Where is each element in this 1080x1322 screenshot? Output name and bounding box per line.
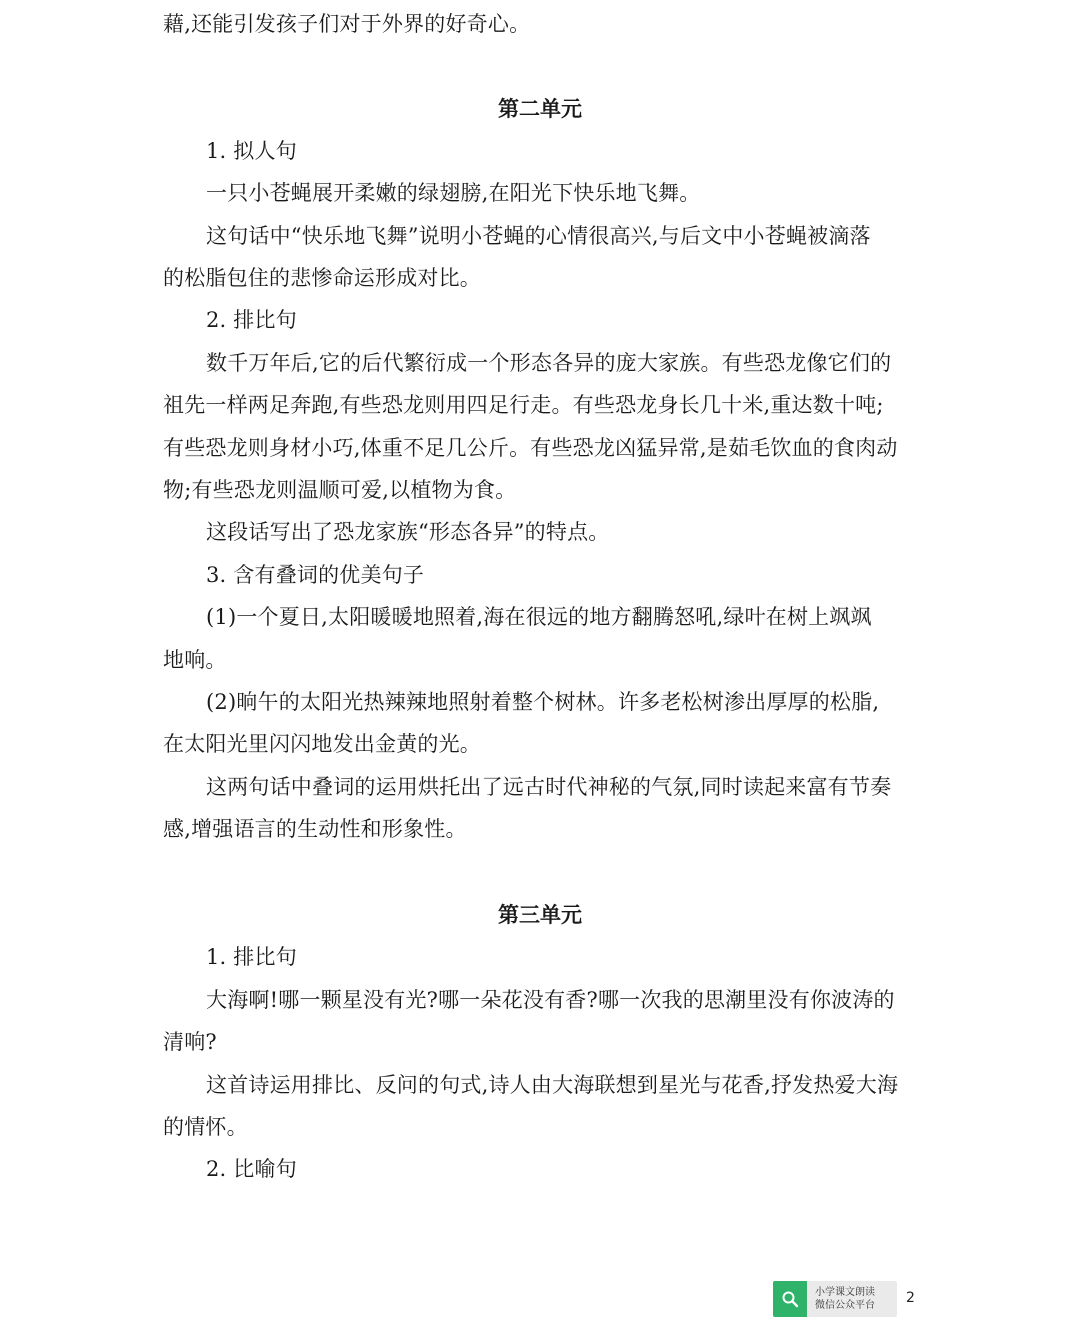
example-sentence: 一只小苍蝇展开柔嫩的绿翅膀,在阳光下快乐地飞舞。 [206, 181, 701, 205]
explanation-line: 这句话中“快乐地飞舞”说明小苍蝇的心情很高兴,与后文中小苍蝇被滴落 [206, 224, 871, 248]
explanation-line: 的松脂包住的悲惨命运形成对比。 [163, 266, 481, 290]
example-sentence: (1)一个夏日,太阳暖暖地照着,海在很远的地方翻腾怒吼,绿叶在树上飒飒 [206, 605, 872, 629]
section-heading: 1. 排比句 [206, 945, 297, 969]
explanation-line: 的情怀。 [163, 1115, 248, 1139]
badge-account-name: 小学课文朗读 [815, 1287, 875, 1298]
example-sentence: 有些恐龙则身材小巧,体重不足几公斤。有些恐龙凶猛异常,是茹毛饮血的食肉动 [163, 436, 898, 460]
example-sentence: 物;有些恐龙则温顺可爱,以植物为食。 [163, 478, 517, 502]
explanation-line: 这段话写出了恐龙家族“形态各异”的特点。 [206, 520, 610, 544]
explanation-line: 这首诗运用排比、反问的句式,诗人由大海联想到星光与花香,抒发热爱大海 [206, 1073, 899, 1097]
example-sentence: 祖先一样两足奔跑,有些恐龙则用四足行走。有些恐龙身长几十米,重达数十吨; [163, 393, 884, 417]
example-sentence: (2)晌午的太阳光热辣辣地照射着整个树林。许多老松树渗出厚厚的松脂, [206, 690, 880, 714]
example-sentence: 数千万年后,它的后代繁衍成一个形态各异的庞大家族。有些恐龙像它们的 [206, 351, 892, 375]
explanation-line: 感,增强语言的生动性和形象性。 [163, 817, 467, 841]
explanation-line: 这两句话中叠词的运用烘托出了远古时代神秘的气氛,同时读起来富有节奏 [206, 775, 892, 799]
example-sentence: 地响。 [163, 648, 227, 672]
badge-platform-label: 微信公众平台 [815, 1300, 875, 1311]
wechat-account-badge[interactable] [773, 1281, 897, 1317]
text-line: 藉,还能引发孩子们对于外界的好奇心。 [163, 12, 531, 36]
example-sentence: 在太阳光里闪闪地发出金黄的光。 [163, 732, 481, 756]
section-heading: 2. 排比句 [206, 308, 297, 332]
search-icon [773, 1281, 807, 1317]
section-heading: 3. 含有叠词的优美句子 [206, 563, 425, 587]
unit-3-title: 第三单元 [498, 903, 582, 927]
page-number: 2 [906, 1290, 915, 1306]
section-heading: 1. 拟人句 [206, 139, 297, 163]
example-sentence: 清响? [163, 1030, 217, 1054]
example-sentence: 大海啊!哪一颗星没有光?哪一朵花没有香?哪一次我的思潮里没有你波涛的 [206, 988, 895, 1012]
section-heading: 2. 比喻句 [206, 1157, 297, 1181]
unit-2-title: 第二单元 [498, 97, 582, 121]
